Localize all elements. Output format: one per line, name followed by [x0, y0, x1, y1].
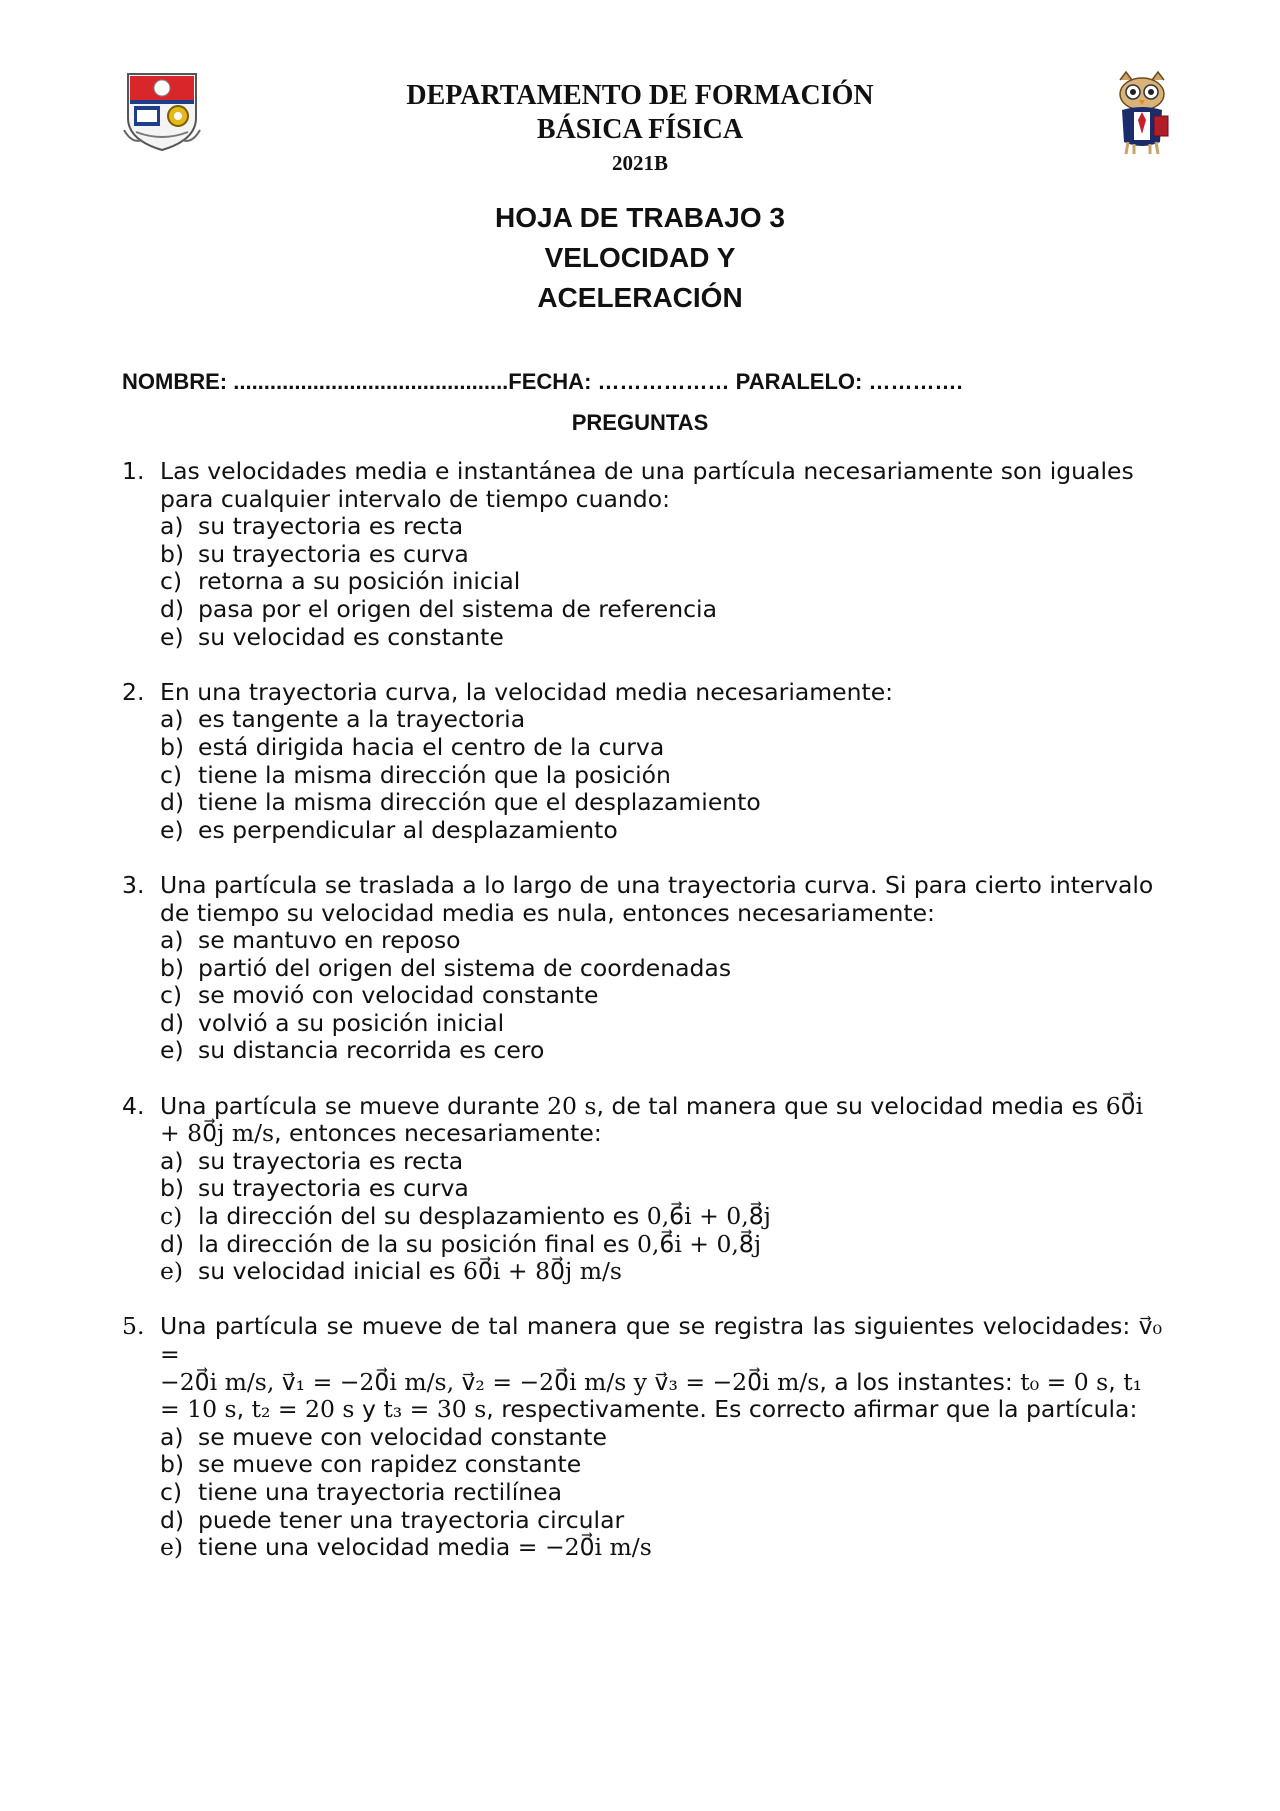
option-text: volvió a su posición inicial	[198, 1008, 505, 1037]
option-letter: a)	[160, 926, 184, 955]
option-text: se mantuvo en reposo	[198, 926, 461, 955]
option-d	[160, 789, 1162, 817]
option-text: es perpendicular al desplazamiento	[198, 815, 618, 844]
option-letter: e)	[160, 1257, 184, 1286]
question-number: 2.	[122, 677, 145, 706]
velocity-value: 60⃗i + 80⃗j m/s	[160, 1091, 1144, 1148]
time-value: 20 s	[547, 1091, 597, 1120]
question-text-part: , respectivamente. Es correcto afirmar que la partícula:	[486, 1395, 1138, 1424]
section-heading: PREGUNTAS	[571, 410, 709, 435]
option-b	[160, 1175, 1162, 1203]
worksheet-title: HOJA DE TRABAJO 3	[495, 202, 785, 233]
option-letter: d)	[160, 1229, 185, 1258]
option-text: partió del origen del sistema de coordenadas	[198, 953, 732, 982]
option-letter: d)	[160, 1505, 185, 1534]
option-text: es tangente a la trayectoria	[198, 705, 526, 734]
option-text: su trayectoria es recta	[198, 512, 464, 541]
option-text: puede tener una trayectoria circular	[198, 1505, 625, 1534]
option-text: su distancia recorrida es cero	[198, 1036, 545, 1065]
question-text-part: Una partícula se mueve durante	[160, 1091, 548, 1120]
department-title-line-2: BÁSICA FÍSICA	[536, 114, 744, 145]
question-text-part: , a los instantes:	[819, 1367, 1021, 1396]
option-text: se mueve con velocidad constante	[198, 1422, 607, 1451]
option-d	[160, 596, 1162, 624]
option-text: la dirección del su desplazamiento es	[198, 1202, 647, 1231]
option-d	[160, 1231, 1162, 1259]
question-4	[122, 1093, 1162, 1286]
paralelo-field[interactable]: ………….	[868, 369, 963, 394]
option-letter: e)	[160, 622, 184, 651]
option-c	[160, 982, 1162, 1010]
option-c	[160, 762, 1162, 790]
option-a	[160, 927, 1162, 955]
option-a	[160, 706, 1162, 734]
option-a	[160, 1148, 1162, 1176]
academic-period: 2021B	[611, 151, 668, 175]
option-letter: b)	[160, 1450, 185, 1479]
nombre-label: NOMBRE:	[122, 369, 228, 394]
option-e	[160, 624, 1162, 652]
option-text: tiene la misma dirección que la posición	[198, 760, 671, 789]
option-text: se movió con velocidad constante	[198, 981, 599, 1010]
option-math: 60⃗i + 80⃗j m/s	[463, 1257, 622, 1286]
option-math: 0,6⃗i + 0,8⃗j	[646, 1202, 771, 1231]
option-letter: a)	[160, 1422, 184, 1451]
option-b	[160, 955, 1162, 983]
question-number: 5.	[122, 1312, 145, 1341]
department-title-line-1: DEPARTAMENTO DE FORMACIÓN	[406, 80, 874, 111]
time-t1: t₁ = 10 s	[160, 1367, 1143, 1424]
question-number: 4.	[122, 1091, 145, 1120]
option-letter: e)	[160, 1533, 184, 1562]
fecha-field[interactable]: ………………	[597, 369, 730, 394]
option-text: su trayectoria es curva	[198, 539, 469, 568]
option-text: su trayectoria es recta	[198, 1146, 464, 1175]
velocity-v0: v⃗₀ =	[160, 1312, 1162, 1368]
option-e	[160, 1534, 1162, 1562]
option-c	[160, 568, 1162, 596]
option-letter: b)	[160, 732, 185, 761]
question-text	[160, 1313, 1162, 1423]
option-letter: a)	[160, 705, 184, 734]
question-text	[160, 1093, 1162, 1148]
option-text: su velocidad inicial es	[198, 1257, 464, 1286]
question-number: 1.	[122, 457, 145, 485]
separator: ,	[1108, 1367, 1124, 1396]
option-e	[160, 1037, 1162, 1065]
question-text: En una trayectoria curva, la velocidad media necesariamente:	[160, 677, 894, 706]
option-d	[160, 1010, 1162, 1038]
option-text: su velocidad es constante	[198, 622, 504, 651]
option-letter: c)	[160, 1477, 183, 1506]
option-b	[160, 734, 1162, 762]
option-letter: e)	[160, 815, 184, 844]
option-letter: b)	[160, 539, 185, 568]
option-c	[160, 1203, 1162, 1231]
option-math: −20⃗i m/s	[544, 1533, 652, 1562]
fecha-label: FECHA:	[508, 369, 592, 394]
question-2	[122, 679, 1162, 845]
question-number: 3.	[122, 870, 145, 899]
option-letter: a)	[160, 1146, 184, 1175]
nombre-field[interactable]: .............................................	[233, 369, 509, 394]
option-text: pasa por el origen del sistema de referencia	[198, 594, 717, 623]
option-letter: c)	[160, 567, 183, 596]
separator: y	[354, 1395, 384, 1424]
option-letter: c)	[160, 981, 183, 1010]
time-t0: t₀ = 0 s	[1020, 1367, 1109, 1396]
option-e	[160, 817, 1162, 845]
option-math: 0,6⃗i + 0,8⃗j	[636, 1229, 762, 1258]
option-letter: c)	[160, 1202, 183, 1231]
time-t2: t₂ = 20 s	[251, 1395, 355, 1424]
option-c	[160, 1479, 1162, 1507]
option-text: tiene la misma dirección que el desplazamiento	[198, 788, 761, 817]
option-letter: c)	[160, 760, 183, 789]
question-text: Una partícula se traslada a lo largo de una trayectoria curva. Si para cierto intervalo de tiempo su velocidad media es nula, entonces necesariamente:	[160, 870, 1154, 927]
worksheet-topic-line-1: VELOCIDAD Y	[544, 242, 736, 273]
option-text: retorna a su posición inicial	[198, 567, 521, 596]
option-a	[160, 513, 1162, 541]
option-text: tiene una trayectoria rectilínea	[198, 1477, 562, 1506]
question-1	[122, 458, 1162, 651]
option-letter: e)	[160, 1036, 184, 1065]
option-a	[160, 1424, 1162, 1452]
option-text: se mueve con rapidez constante	[198, 1450, 582, 1479]
option-letter: d)	[160, 594, 185, 623]
separator: ,	[236, 1395, 252, 1424]
option-e	[160, 1258, 1162, 1286]
worksheet-topic-line-2: ACELERACIÓN	[537, 282, 743, 313]
question-text-part: , de tal manera que su velocidad media es	[596, 1091, 1106, 1120]
option-letter: d)	[160, 788, 185, 817]
option-text: la dirección de la su posición final es	[198, 1229, 637, 1258]
question-text-part: Una partícula se mueve de tal manera que se registra las siguientes velocidades:	[160, 1312, 1139, 1341]
time-t3: t₃ = 30 s	[383, 1395, 487, 1424]
question-text-part: , entonces necesariamente:	[274, 1119, 602, 1148]
option-d	[160, 1507, 1162, 1535]
option-letter: b)	[160, 1174, 185, 1203]
question-5	[122, 1313, 1162, 1561]
option-letter: b)	[160, 953, 185, 982]
student-info-line	[122, 369, 963, 395]
option-letter: d)	[160, 1008, 185, 1037]
option-text: está dirigida hacia el centro de la curva	[198, 732, 665, 761]
option-b	[160, 541, 1162, 569]
option-text: su trayectoria es curva	[198, 1174, 469, 1203]
option-text: tiene una velocidad media =	[198, 1533, 545, 1562]
question-list	[122, 458, 1162, 1589]
question-text: Las velocidades media e instantánea de una partícula necesariamente son iguales para cualquier intervalo de tiempo cuando:	[160, 457, 1134, 513]
question-3	[122, 872, 1162, 1065]
option-b	[160, 1451, 1162, 1479]
option-letter: a)	[160, 512, 184, 541]
paralelo-label: PARALELO:	[735, 369, 863, 394]
velocity-list: −20⃗i m/s, v⃗₁ = −20⃗i m/s, v⃗₂ = −20⃗i m/s y v⃗₃ = −20⃗i m/s	[160, 1367, 820, 1396]
